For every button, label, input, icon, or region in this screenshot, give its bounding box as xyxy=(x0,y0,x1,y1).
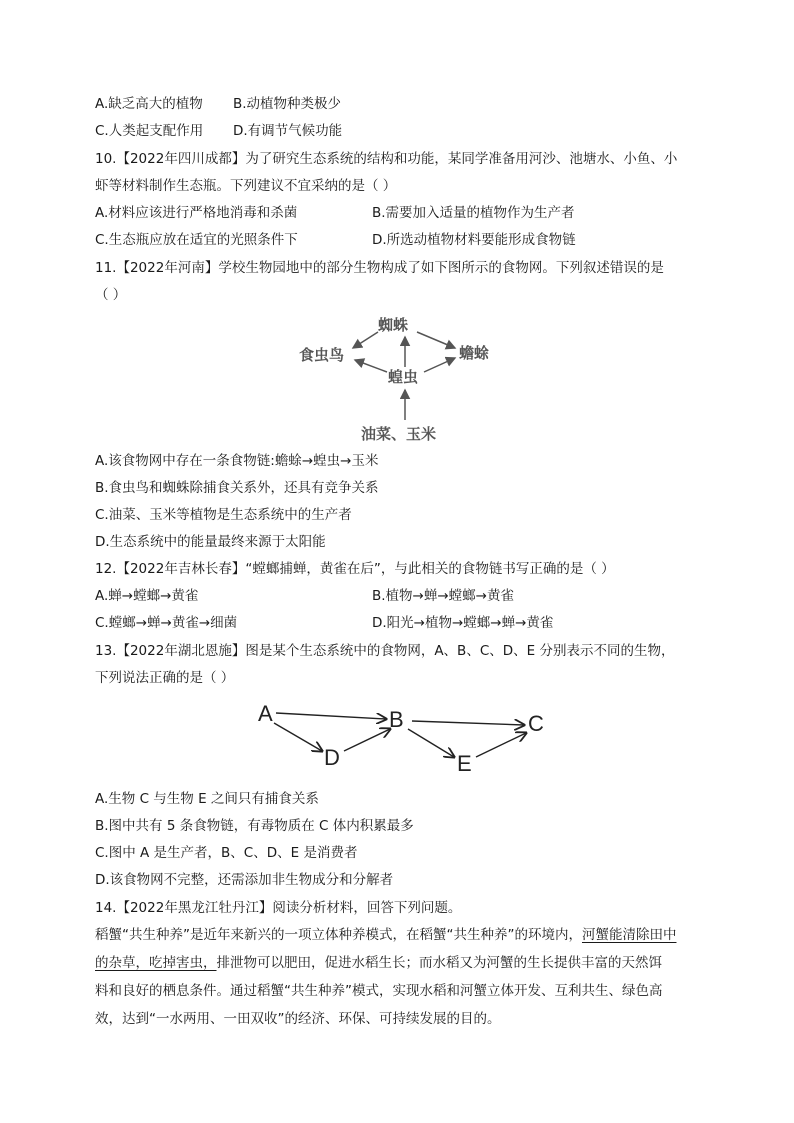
q10-option-b: B.需要加入适量的植物作为生产者 xyxy=(372,205,575,221)
fw2-arrow-b-c xyxy=(412,721,524,725)
q9-option-c: C.人类起支配作用 xyxy=(95,123,204,139)
q9-option-a: A.缺乏高大的植物 xyxy=(95,96,203,112)
q11-option-c: C.油菜、玉米等植物是生态系统中的生产者 xyxy=(95,507,352,523)
q11-stem-line1: 11.【2022年河南】学校生物园地中的部分生物构成了如下图所示的食物网。下列叙述错误的是 xyxy=(95,260,664,276)
q13-option-c: C.图中 A 是生产者，B、C、D、E 是消费者 xyxy=(95,845,358,861)
q10-option-c: C.生态瓶应放在适宜的光照条件下 xyxy=(95,232,298,248)
q13-option-b: B.图中共有 5 条食物链，有毒物质在 C 体内积累最多 xyxy=(95,818,414,834)
q14-paragraph-line4: 效，达到“一水两用、一田双收”的经济、环保、可持续发展的目的。 xyxy=(95,1011,501,1027)
q14-stem: 14.【2022年黑龙江牡丹江】阅读分析材料，回答下列问题。 xyxy=(95,900,462,916)
fw2-arrow-d-b xyxy=(344,729,390,751)
q10-stem-line2: 虾等材料制作生态瓶。下列建议不宜采纳的是（ ） xyxy=(95,178,397,194)
fw2-node-c: C xyxy=(528,711,544,736)
fw2-arrow-a-d xyxy=(274,723,322,751)
q14-paragraph-line2 xyxy=(95,953,662,973)
q13-stem-line1: 13.【2022年湖北恩施】图是某个生态系统中的食物网，A、B、C、D、E 分别表示不同的生物， xyxy=(95,643,675,659)
q10-stem-line1: 10.【2022年四川成都】为了研究生态系统的结构和功能，某同学准备用河沙、池塘水、小鱼、小 xyxy=(95,151,678,167)
fw-arrow-spider-bird xyxy=(353,332,378,348)
fw2-arrow-b-e xyxy=(408,729,454,757)
fw2-node-b: B xyxy=(389,707,404,732)
q12-option-b: B.植物→蝉→螳螂→黄雀 xyxy=(372,588,514,604)
fw2-arrow-e-c xyxy=(476,733,526,757)
fw2-node-d: D xyxy=(324,745,340,770)
q14-p2-underlined: 的杂草，吃掉害虫， xyxy=(95,955,217,971)
q14-paragraph-line3: 料和良好的栖息条件。通过稻蟹“共生种养”模式，实现水稻和河蟹立体开发、互利共生、绿色高 xyxy=(95,983,663,999)
q13-stem-line2: 下列说法正确的是（ ） xyxy=(95,670,235,686)
q12-option-d: D.阳光→植物→螳螂→蝉→黄雀 xyxy=(372,615,554,631)
q14-p1-text: 稻蟹“共生种养”是近年来新兴的一项立体种养模式，在稻蟹“共生种养”的环境内， xyxy=(95,927,582,943)
q11-stem-line2: （ ） xyxy=(95,287,127,303)
fw-bird-label: 食虫鸟 xyxy=(299,346,345,364)
fw-locust-label: 蝗虫 xyxy=(388,368,419,386)
q12-option-a: A.蝉→螳螂→黄雀 xyxy=(95,588,199,604)
q11-option-b: B.食虫鸟和蜘蛛除捕食关系外，还具有竞争关系 xyxy=(95,480,379,496)
q12-option-c: C.螳螂→蝉→黄雀→细菌 xyxy=(95,615,238,631)
fw2-node-a: A xyxy=(258,701,273,726)
fw-arrow-spider-toad xyxy=(417,332,455,348)
fw-spider-label: 蜘蛛 xyxy=(378,316,409,334)
q11-option-a: A.该食物网中存在一条食物链:蟾蜍→蝗虫→玉米 xyxy=(95,453,379,469)
q11-option-d: D.生态系统中的能量最终来源于太阳能 xyxy=(95,534,326,550)
q13-food-web-diagram xyxy=(252,695,552,785)
q13-option-d: D.该食物网不完整，还需添加非生物成分和分解者 xyxy=(95,872,394,888)
q9-option-b: B.动植物种类极少 xyxy=(233,96,342,112)
fw-toad-label: 蟾蜍 xyxy=(459,344,490,362)
fw-arrow-locust-toad xyxy=(424,358,455,372)
q14-paragraph-line1 xyxy=(95,925,676,945)
q13-option-a: A.生物 C 与生物 E 之间只有捕食关系 xyxy=(95,791,319,807)
q9-option-d: D.有调节气候功能 xyxy=(233,123,343,139)
q10-option-d: D.所选动植物材料要能形成食物链 xyxy=(372,232,576,248)
q10-option-a: A.材料应该进行严格地消毒和杀菌 xyxy=(95,205,298,221)
q12-stem: 12.【2022年吉林长春】“螳螂捕蝉，黄雀在后”，与此相关的食物链书写正确的是（ ） xyxy=(95,561,615,577)
fw-arrow-locust-bird xyxy=(355,360,387,372)
fw2-arrow-a-b xyxy=(276,713,386,719)
q14-p1-underlined: 河蟹能清除田中 xyxy=(581,927,677,943)
fw2-node-e: E xyxy=(457,751,472,776)
q14-p2-text: 排泄物可以肥田，促进水稻生长；而水稻又为河蟹的生长提供丰富的天然饵 xyxy=(216,955,662,971)
fw-plants-label: 油菜、玉米 xyxy=(361,425,437,443)
q11-food-web-diagram xyxy=(295,310,495,445)
